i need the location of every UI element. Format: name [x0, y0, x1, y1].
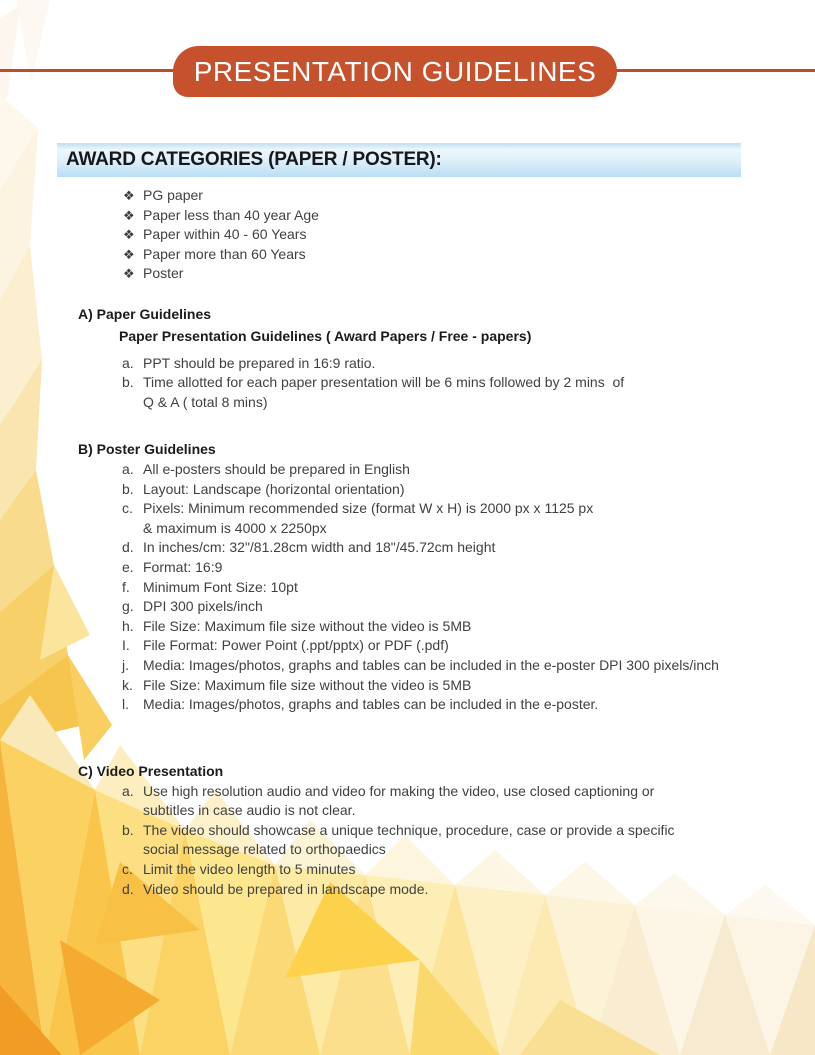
list-item-letter: g. [122, 598, 134, 615]
list-item [122, 460, 815, 480]
list-item-text [143, 558, 222, 578]
lettered-list [0, 782, 815, 900]
text-line: Pixels: Minimum recommended size (format W x H) is 2000 px x 1125 px [143, 500, 594, 517]
list-item [122, 558, 815, 578]
diamond-bullet-icon: ❖ [123, 227, 135, 243]
list-item [122, 676, 815, 696]
text-line: Time allotted for each paper presentation will be 6 mins followed by 2 mins of [143, 374, 625, 391]
award-categories-header-bar [57, 143, 741, 177]
award-categories-heading: AWARD CATEGORIES (PAPER / POSTER): [66, 149, 442, 170]
section-heading: C) Video Presentation [78, 763, 224, 779]
text-line: Media: Images/photos, graphs and tables can be included in the e-poster DPI 300 pixels/inch [143, 657, 719, 674]
section-heading: B) Poster Guidelines [78, 441, 216, 457]
list-item-text [143, 656, 719, 676]
list-item [122, 578, 815, 598]
section-heading: A) Paper Guidelines [78, 306, 212, 322]
category-label: PG paper [143, 187, 203, 203]
list-item-letter: a. [122, 354, 134, 371]
guideline-section [0, 305, 815, 412]
text-line: All e-posters should be prepared in English [143, 461, 410, 478]
list-item-text [143, 499, 593, 538]
guideline-section [0, 440, 815, 715]
text-line: File Size: Maximum file size without the video is 5MB [143, 676, 472, 693]
list-item-text [143, 617, 471, 637]
list-item [122, 354, 815, 374]
list-item [122, 695, 815, 715]
list-item-letter: a. [122, 782, 134, 799]
list-item-letter: I. [122, 637, 130, 654]
text-line: & maximum is 4000 x 2250px [143, 519, 327, 536]
list-item-letter: c. [122, 860, 133, 877]
list-item-text [143, 460, 410, 480]
list-item-text [143, 480, 405, 500]
list-item-text [143, 782, 654, 821]
list-item [122, 636, 815, 656]
text-line: In inches/cm: 32"/81.28cm width and 18"/45.72cm height [143, 539, 496, 556]
list-item-letter: e. [122, 559, 134, 576]
list-item-text [143, 373, 624, 412]
category-item [123, 264, 319, 284]
diamond-bullet-icon: ❖ [123, 246, 135, 262]
list-item-letter: j. [122, 657, 129, 674]
list-item-text [143, 636, 449, 656]
diamond-bullet-icon: ❖ [123, 188, 135, 203]
list-item-letter: h. [122, 617, 134, 634]
category-item [123, 186, 319, 206]
list-item [122, 821, 815, 860]
diamond-bullet-icon: ❖ [123, 207, 135, 223]
section-subheading: Paper Presentation Guidelines ( Award Papers / Free - papers) [119, 327, 532, 344]
category-item [123, 206, 319, 226]
page-title: PRESENTATION GUIDELINES [193, 55, 597, 87]
list-item-text [143, 821, 675, 860]
list-item [122, 656, 815, 676]
list-item-text [143, 538, 495, 558]
list-item-letter: f. [122, 578, 130, 595]
list-item-letter: l. [122, 696, 129, 713]
text-line: File Format: Power Point (.ppt/pptx) or PDF (.pdf) [143, 637, 449, 654]
category-label: Paper within 40 - 60 Years [143, 226, 307, 243]
category-label: Paper less than 40 year Age [143, 206, 319, 223]
list-item-letter: b. [122, 480, 134, 497]
list-item [122, 373, 815, 412]
text-line: subtitles in case audio is not clear. [143, 802, 356, 819]
category-item [123, 225, 319, 245]
text-line: Limit the video length to 5 minutes [143, 860, 356, 877]
text-line: Use high resolution audio and video for making the video, use closed captioning or [143, 782, 655, 799]
text-line: Format: 16:9 [143, 559, 223, 576]
list-item-letter: k. [122, 676, 133, 693]
text-line: The video should showcase a unique technique, procedure, case or provide a specific [143, 821, 675, 838]
list-item [122, 880, 815, 900]
guideline-section [0, 762, 815, 899]
lettered-list [0, 460, 815, 715]
diamond-bullet-icon: ❖ [123, 266, 135, 282]
list-item [122, 782, 815, 821]
list-item-text [143, 695, 598, 715]
list-item-text [143, 860, 355, 880]
list-item [122, 617, 815, 637]
text-line: Minimum Font Size: 10pt [143, 578, 298, 595]
list-item-text [143, 578, 298, 598]
list-item [122, 480, 815, 500]
list-item [122, 538, 815, 558]
list-item-text [143, 354, 375, 374]
text-line: DPI 300 pixels/inch [143, 598, 263, 615]
lettered-list [0, 354, 815, 413]
list-item-text [143, 676, 471, 696]
category-label: Paper more than 60 Years [143, 245, 306, 262]
award-categories-list [123, 186, 319, 284]
text-line: Layout: Landscape (horizontal orientation) [143, 480, 405, 497]
list-item-letter: b. [122, 374, 134, 391]
list-item [122, 860, 815, 880]
text-line: PPT should be prepared in 16:9 ratio. [143, 354, 376, 371]
category-label: Poster [143, 265, 184, 282]
text-line: Media: Images/photos, graphs and tables can be included in the e-poster. [143, 696, 599, 713]
category-item [123, 245, 319, 265]
list-item-text [143, 597, 263, 617]
list-item [122, 597, 815, 617]
list-item-letter: c. [122, 500, 133, 517]
text-line: Q & A ( total 8 mins) [143, 393, 268, 410]
list-item-letter: d. [122, 539, 134, 556]
text-line: Video should be prepared in landscape mode. [143, 880, 429, 897]
list-item-text [143, 880, 428, 900]
list-item [122, 499, 815, 538]
title-badge [173, 46, 617, 97]
text-line: social message related to orthopaedics [143, 841, 386, 858]
list-item-letter: a. [122, 461, 134, 478]
text-line: File Size: Maximum file size without the video is 5MB [143, 617, 472, 634]
list-item-letter: d. [122, 880, 134, 897]
list-item-letter: b. [122, 821, 134, 838]
